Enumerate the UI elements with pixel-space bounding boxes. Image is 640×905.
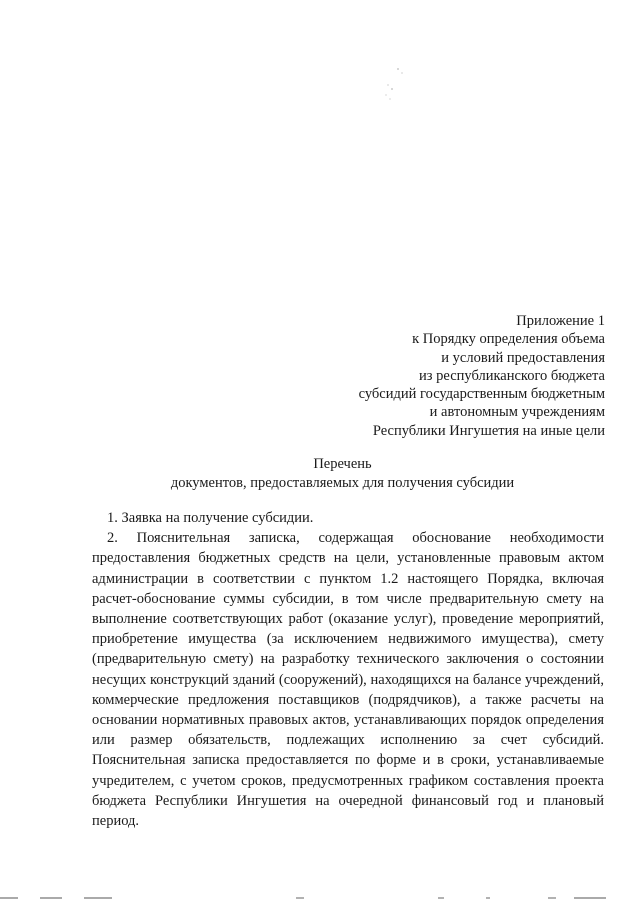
appendix-block — [359, 312, 605, 440]
appendix-line: и автономным учреждениям — [429, 404, 605, 421]
scan-edge-marks — [0, 895, 640, 901]
appendix-line: Республики Ингушетия на иные цели — [372, 422, 605, 439]
list-item: 2. Пояснительная записка, содержащая обоснование необходимости предоставления бюджетных средств на цели, установленные правовым актом администрации в соответствии с пунктом 1.2 настоящего Порядка, включая расчет-обоснование суммы субсидии, в том числе предварительную смету на выполнение соответствующих работ (оказание услуг), проведение мероприятий, приобретение имущества (за исключением недвижимого имущества), смету (предварительную смету) на разработку технического заключения о состоянии несущих конструкций зданий (сооружений), находящихся на балансе учреждений, коммерческие предложения поставщиков (подрядчиков), а также расчеты на основании нормативных правовых актов, устанавливающих порядок определения или размер обязательств, подлежащих исполнению за счет субсидий. Пояснительная записка предоставляется по форме и в сроки, устанавливаемые учредителем, с учетом сроков, предусмотренных графиком составления проекта бюджета Республики Ингушетия на очередной финансовый год и плановый период. — [92, 530, 604, 830]
document-title: Перечень — [313, 456, 372, 472]
scan-specks — [372, 65, 412, 105]
document-subtitle: документов, предоставляемых для получения субсидии — [170, 474, 515, 491]
document-heading — [90, 455, 595, 492]
appendix-line: к Порядку определения объема — [412, 331, 605, 348]
appendix-line: субсидий государственным бюджетным — [358, 386, 605, 403]
appendix-line: Приложение 1 — [516, 313, 605, 329]
appendix-line: из республиканского бюджета — [419, 367, 605, 384]
appendix-line: и условий предоставления — [441, 349, 605, 366]
document-body — [92, 508, 604, 831]
list-item: 1. Заявка на получение субсидии. — [107, 510, 314, 526]
